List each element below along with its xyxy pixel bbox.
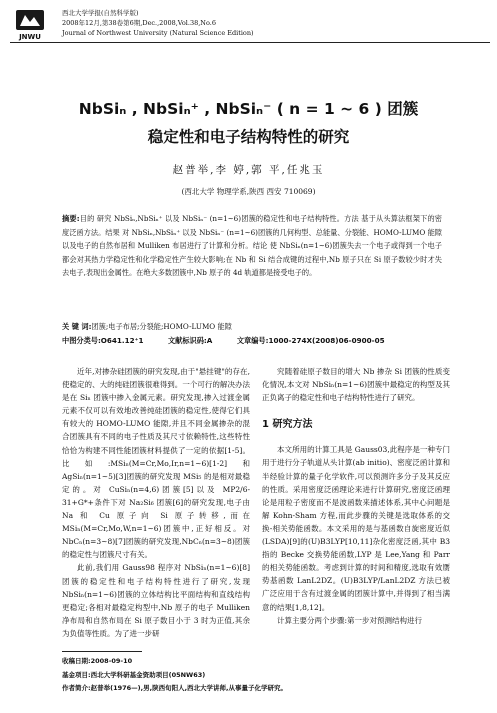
classification-line bbox=[62, 336, 452, 346]
clc-number: 中图分类号:O641.12⁺1 bbox=[62, 336, 144, 345]
paper-title-line-1: NbSiₙ , NbSiₙ⁺ , NbSiₙ⁻ ( n = 1 ~ 6 ) 团簇 bbox=[78, 100, 419, 118]
keywords-label: 关 键 词: bbox=[62, 322, 92, 331]
body-paragraph: 究随着硅原子数目的增大 Nb 掺杂 Si 团簇的性质变化情况,本文对 NbSiₙ(n=1~6)团簇中最稳定的构型及其正负离子的稳定性和电子结构特性进行了研究。 bbox=[262, 367, 450, 403]
journal-name-cn: 西北大学学报(自然科学版) bbox=[62, 9, 139, 17]
body-paragraph: 计算主要分两个步骤:第一步对预测结构进行 bbox=[277, 615, 423, 625]
keywords-text: 团簇;电子布居;分裂能;HOMO-LUMO 能隙 bbox=[91, 322, 232, 331]
issue-line: 2008年12月,第38卷第6期,Dec.,2008,Vol.38,No.6 bbox=[62, 19, 216, 27]
abstract bbox=[62, 212, 442, 280]
logo-text: JNWU bbox=[19, 33, 41, 41]
body-paragraph: 近年,对掺杂硅团簇的研究发现,由于"悬挂键"的存在,使稳定的、大的纯硅团簇很难得到。一个可行的解决办法是在 Siₙ 团簇中掺入金属元素。研究发现,掺入过渡金属元素不仅可以有效地改善纯硅团簇的稳定性,使得它们具有较大的 HOMO-LUMO 能隙,并且不同金属掺杂的混合团簇具有不同的电子性质及其尺寸依赖特性,这些特性恰恰为构建不同性能团簇材料提供了一定的依据[1-5]。比如:MSiₙ(M=Cr,Mo,Ir,n=1~6)[1-2]和 AgSiₙ(n=1~5)[3]团簇的研究发现 MSi₅ 的是相对最稳定的。对 CuSiₙ(n=4,6)团簇[5]以及 MP2/6-31+G*+条件下对 Na₂Si₆ 团簇[6]的研究发现,电子由 Na 和 Cu 原子向 Si 原子转移,而在 MSiₙ(M=Cr,Mo,W,n=1~6)团簇中,正好相反。对 NbCₙ(n=3~8)[7]团簇的研究发现,NbCₙ(n=3~8)团簇的稳定性与团簇尺寸有关。 bbox=[62, 367, 250, 560]
body-paragraph: 此前,我们用 Gauss98 程序对 NbSiₙ(n=1~6)[8]团簇的稳定性和电子结构特性进行了研究,发现 NbSiₙ(n=1~6)团簇的立体结构比平面结构和直线结构更稳定;各相对最稳定构型中,Nb 原子的电子 Mulliken 净布局和自然布局在 Si 原子数目小于 3 时为正值,其余为负值等性质。为了进一步研 bbox=[62, 563, 250, 638]
body-column-right bbox=[262, 365, 450, 627]
footnotes bbox=[62, 655, 462, 696]
body-paragraph: 本文所用的计算工具是 Gauss03,此程序是一种专门用于进行分子轨道从头计算(ab initio)、密度泛函计算和半经验计算的量子化学软件,可以预测许多分子及其反应的性质。采用密度泛函理论来进行计算研究,密度泛函理论是用粒子密度而不是波函数来描述体系,其中心问题是解 Kohn-Sham 方程,而此步骤的关键是选取体系的交换-相关势能函数。本文采用的是与基函数自旋密度近似(LSDA)[9]的(U)B3LYP[10,11]杂化密度泛函,其中 B3 指的 Becke 交换势能函数,LYP 是 Lee,Yang 和 Parr 的相关势能函数。考虑到计算的时间和精度,选取有效赝势基函数 LanL2DZ。(U)B3LYP/LanL2DZ 方法已被广泛应用于含有过渡金属的团簇计算中,并得到了相当满意的结果[1,8,12]。 bbox=[262, 445, 450, 612]
body-column-left bbox=[62, 365, 250, 640]
journal-logo bbox=[13, 8, 47, 42]
journal-header bbox=[62, 8, 254, 38]
authors: 赵普举,李 婷,郭 平,任兆玉 bbox=[172, 164, 325, 176]
document-code: 文献标识码:A bbox=[167, 336, 213, 345]
affiliation: (西北大学 物理学系,陕西 西安 710069) bbox=[181, 187, 316, 196]
journal-name-en: Journal of Northwest University (Natural Science Edition) bbox=[62, 29, 254, 37]
keywords bbox=[62, 322, 442, 332]
paper-title-line-2: 稳定性和电子结构特性的研究 bbox=[147, 128, 350, 146]
footnote-author-bio: 作者简介:赵普举(1976—),男,陕西旬阳人,西北大学讲师,从事量子化学研究。 bbox=[62, 684, 288, 692]
article-id: 文章编号:1000-274X(2008)06-0900-05 bbox=[236, 336, 385, 345]
header-divider bbox=[10, 42, 490, 43]
footnote-received: 收稿日期:2008-09-10 bbox=[62, 657, 133, 665]
footnote-divider bbox=[62, 651, 142, 652]
footnote-fund: 基金项目:西北大学科研基金资助项目(05NW63) bbox=[62, 670, 206, 679]
abstract-label: 摘要: bbox=[62, 214, 80, 223]
section-heading: 1 研究方法 bbox=[262, 419, 313, 431]
abstract-text: 目的 研究 NbSiₙ,NbSiₙ⁺ 以及 NbSiₙ⁻ (n=1~6)团簇的稳定性和电子结构特性。方法 基于从头算法框架下的密度泛函方法。结果 对 NbSiₙ,NbSiₙ⁺ 以及 NbSiₙ⁻ (n=1~6)团簇的几何构型、总能量、分裂能、HOMO-LUMO 能隙以及电子的自然布居和 Mulliken 布居进行了计算和分析。结论 使 NbSiₙ(n=1~6)团簇失去一个电子或得到一个电子都会对其热力学稳定性和化学稳定性产生较大影响;在 Nb 和 Si 结合成键的过程中,Nb 原子只在 Si 原子数较少时才失去电子,表现出金属性。在绝大多数团簇中,Nb 原子的 4d 轨道都是接受电子的。 bbox=[62, 214, 442, 277]
